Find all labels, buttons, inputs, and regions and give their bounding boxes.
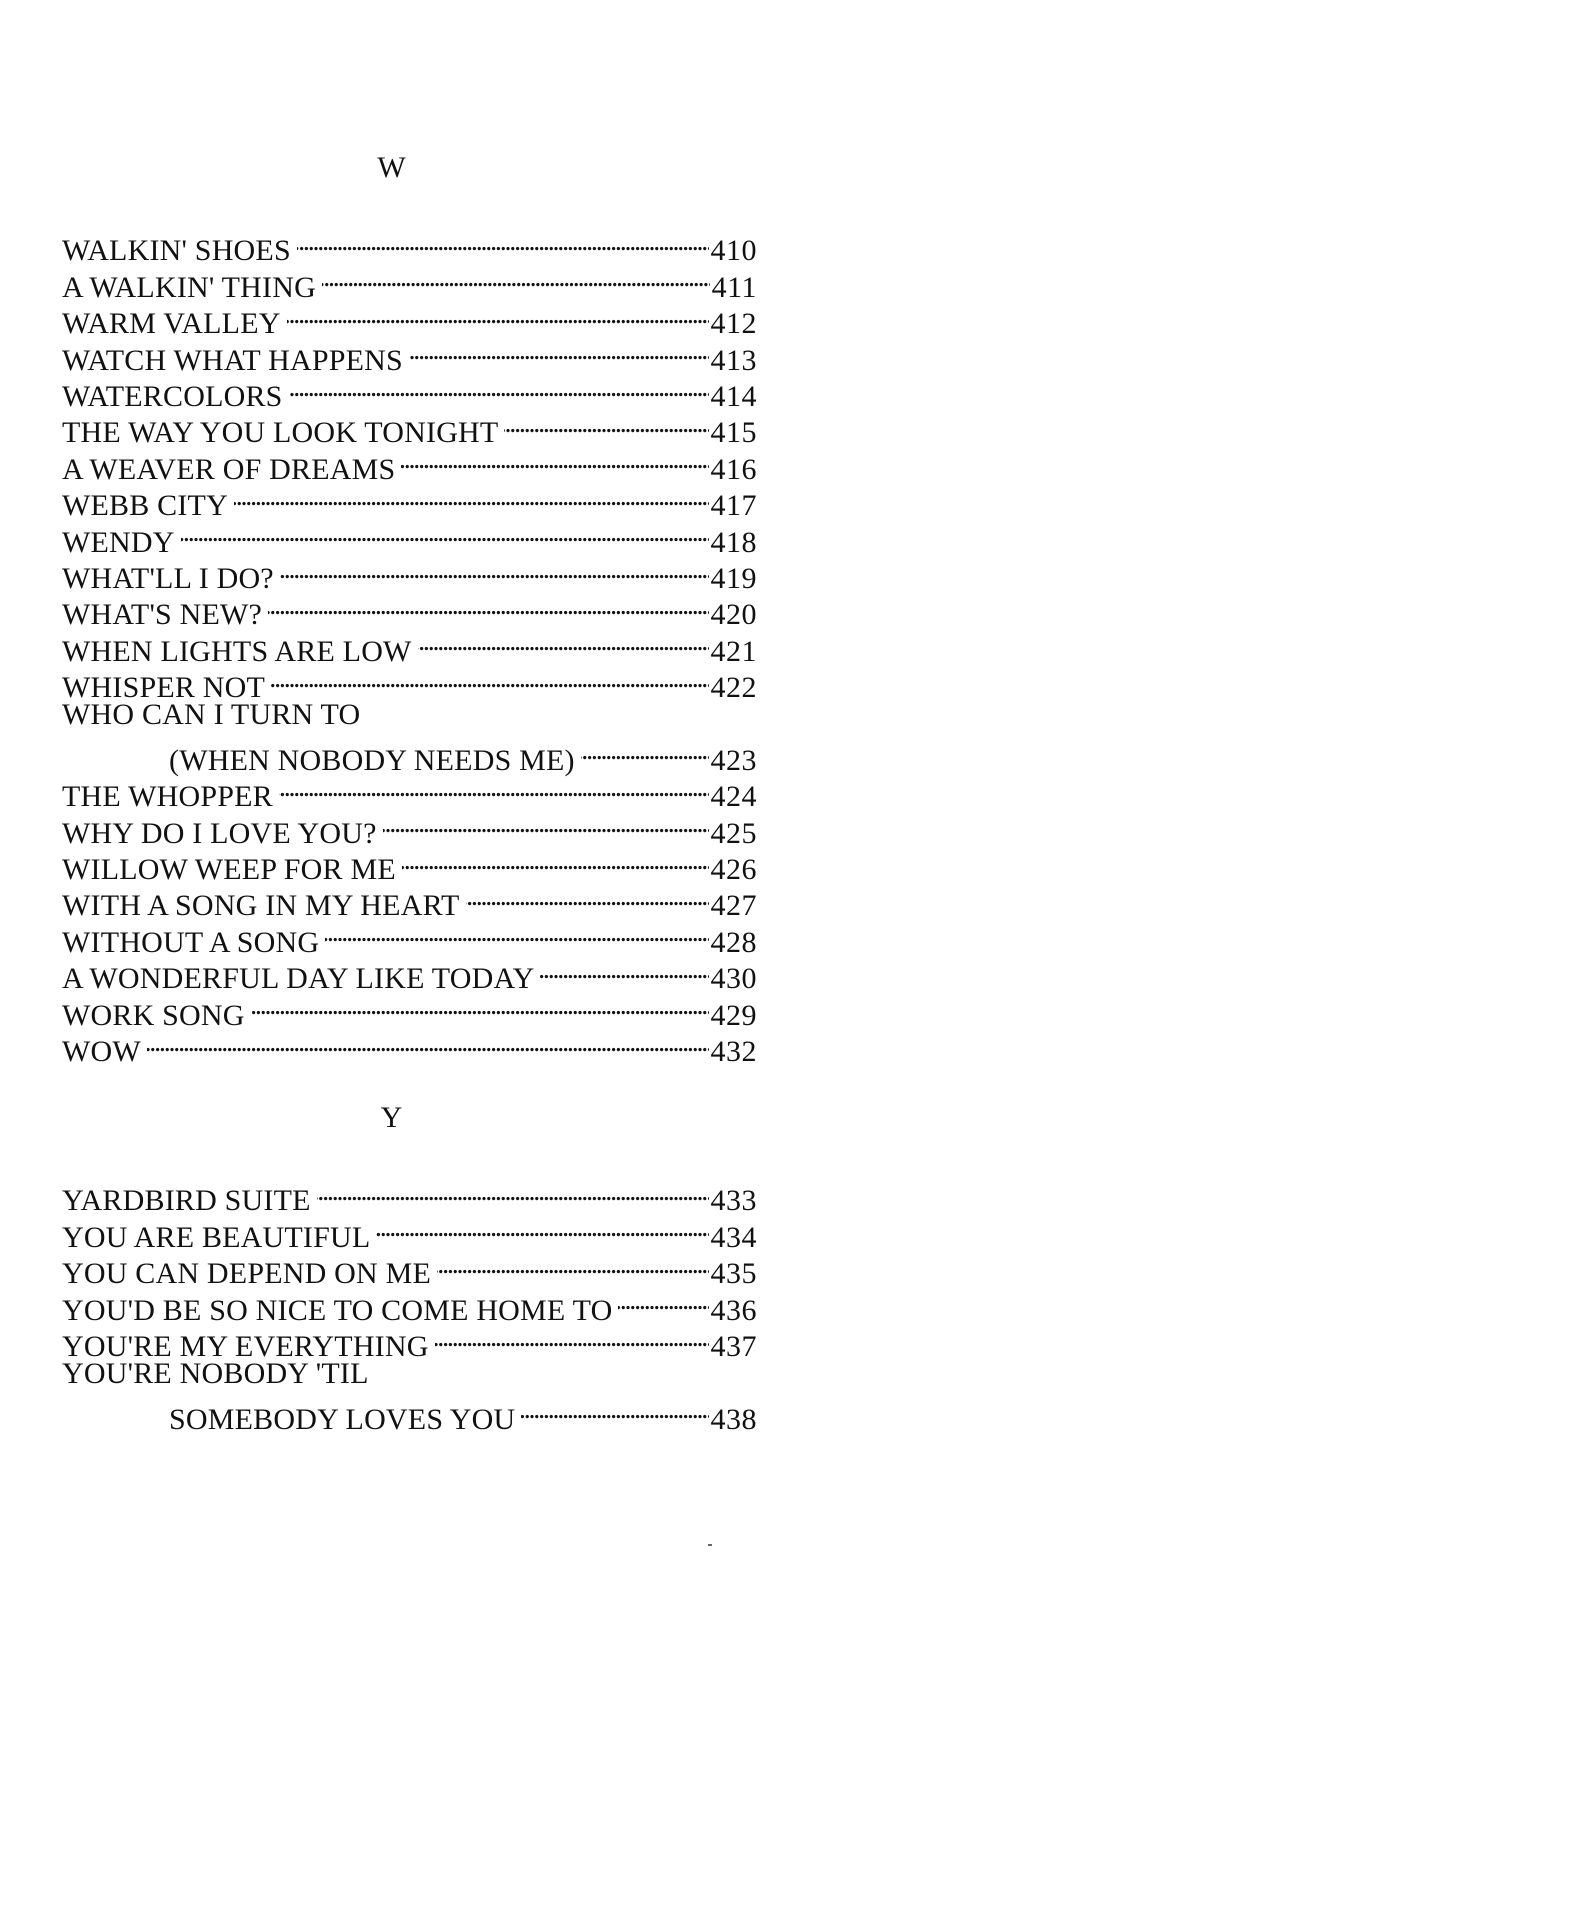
- page-number: 423: [710, 743, 757, 777]
- page-number: 412: [710, 307, 757, 341]
- section-letter: Y: [380, 1101, 403, 1134]
- dot-leader: [322, 260, 710, 296]
- dot-leader: [289, 370, 709, 406]
- dot-leader: [279, 770, 709, 806]
- page-number: 429: [710, 998, 757, 1032]
- page-number: 430: [710, 962, 757, 996]
- dot-leader: [540, 952, 708, 988]
- entry-title: YOU'RE NOBODY 'TIL: [62, 1356, 369, 1390]
- entry-list: [62, 224, 757, 1068]
- page-number: 411: [711, 270, 757, 304]
- entry-title: THE WAY YOU LOOK TONIGHT: [62, 416, 499, 450]
- entry-title: WEBB CITY: [62, 489, 228, 523]
- dot-leader: [435, 1320, 709, 1356]
- entry-title: WATERCOLORS: [62, 379, 283, 413]
- dot-leader: [618, 1283, 708, 1319]
- dot-leader: [504, 406, 708, 442]
- entry-row: [62, 1392, 757, 1436]
- entry-title: WATCH WHAT HAPPENS: [62, 343, 403, 377]
- dot-leader: [268, 588, 708, 624]
- dot-leader: [376, 1210, 708, 1246]
- dot-leader: [466, 879, 709, 915]
- dot-leader: [437, 1247, 709, 1283]
- entry-title-continuation: (WHEN NOBODY NEEDS ME): [169, 743, 575, 777]
- entry-row: [62, 1174, 757, 1218]
- entry-title: A WONDERFUL DAY LIKE TODAY: [62, 962, 535, 996]
- page-number: 435: [710, 1257, 757, 1291]
- entry-row: [62, 224, 757, 268]
- page-number: 427: [710, 889, 757, 923]
- entry-title: YOU'D BE SO NICE TO COME HOME TO: [62, 1293, 613, 1327]
- entry-row: [62, 1025, 757, 1068]
- paper-speck: [708, 1544, 712, 1546]
- entry-row: [62, 733, 757, 777]
- page-number: 419: [710, 561, 757, 595]
- page-number: 414: [710, 379, 757, 413]
- entry-title: WENDY: [62, 525, 175, 559]
- page-number: 421: [710, 634, 757, 668]
- page-number: 410: [710, 234, 757, 268]
- entry-title: WHISPER NOT: [62, 671, 266, 705]
- entry-title: WOW: [62, 1034, 141, 1068]
- entry-title: THE WHOPPER: [62, 780, 273, 814]
- page-number: 432: [710, 1034, 757, 1068]
- entry-title: WALKIN' SHOES: [62, 234, 291, 268]
- page-number: 428: [710, 925, 757, 959]
- dot-leader: [181, 515, 709, 551]
- entry-title: YOU CAN DEPEND ON ME: [62, 1257, 431, 1291]
- entry-title: WHAT'S NEW?: [62, 598, 263, 632]
- page-number: 422: [710, 671, 757, 705]
- dot-leader: [418, 624, 709, 660]
- entry-title: WITH A SONG IN MY HEART: [62, 889, 460, 923]
- entry-title: WORK SONG: [62, 998, 245, 1032]
- page-number: 434: [710, 1220, 757, 1254]
- page-number: 433: [710, 1184, 757, 1218]
- page-number: 413: [710, 343, 757, 377]
- dot-leader: [297, 224, 709, 260]
- dot-leader: [383, 806, 709, 842]
- dot-leader: [147, 1025, 709, 1061]
- entry-title: A WALKIN' THING: [62, 270, 316, 304]
- index-entry: [62, 1025, 757, 1068]
- entry-title: WHAT'LL I DO?: [62, 561, 274, 595]
- page-number: 436: [710, 1293, 757, 1327]
- section-letter: W: [377, 151, 406, 184]
- entry-title: WILLOW WEEP FOR ME: [62, 853, 396, 887]
- entry-title: WARM VALLEY: [62, 307, 281, 341]
- entry-title: WITHOUT A SONG: [62, 925, 320, 959]
- entry-title: A WEAVER OF DREAMS: [62, 452, 396, 486]
- dot-leader: [271, 661, 708, 697]
- page-number: 415: [710, 416, 757, 450]
- entry-title: WHEN LIGHTS ARE LOW: [62, 634, 412, 668]
- dot-leader: [234, 479, 709, 515]
- index-entry: [62, 1174, 757, 1218]
- page-number: 424: [710, 780, 757, 814]
- page-number: 418: [710, 525, 757, 559]
- dot-leader: [401, 442, 708, 478]
- index-entry: [62, 697, 757, 777]
- dot-leader: [325, 915, 708, 951]
- page-number: 425: [710, 816, 757, 850]
- entry-title: WHY DO I LOVE YOU?: [62, 816, 377, 850]
- page-number: 420: [710, 598, 757, 632]
- dot-leader: [581, 733, 709, 769]
- index-entry: [62, 1356, 757, 1436]
- entry-title: YARDBIRD SUITE: [62, 1184, 311, 1218]
- dot-leader: [287, 297, 709, 333]
- page-number: 437: [710, 1329, 757, 1363]
- dot-leader: [251, 988, 709, 1024]
- dot-leader: [409, 333, 709, 369]
- entry-list: [62, 1174, 757, 1436]
- index-section-w: [62, 148, 757, 1068]
- entry-title-continuation: SOMEBODY LOVES YOU: [169, 1402, 516, 1436]
- index-section-y: [62, 1098, 757, 1436]
- page-number: 438: [710, 1402, 757, 1436]
- page-number: 417: [710, 489, 757, 523]
- dot-leader: [317, 1174, 709, 1210]
- entry-title: WHO CAN I TURN TO: [62, 698, 361, 732]
- page-number: 416: [710, 452, 757, 486]
- entry-title: YOU'RE MY EVERYTHING: [62, 1329, 429, 1363]
- entry-title: YOU ARE BEAUTIFUL: [62, 1220, 371, 1254]
- dot-leader: [521, 1392, 708, 1428]
- index-entry: [62, 224, 757, 268]
- dot-leader: [402, 843, 709, 879]
- page-number: 426: [710, 853, 757, 887]
- dot-leader: [280, 552, 709, 588]
